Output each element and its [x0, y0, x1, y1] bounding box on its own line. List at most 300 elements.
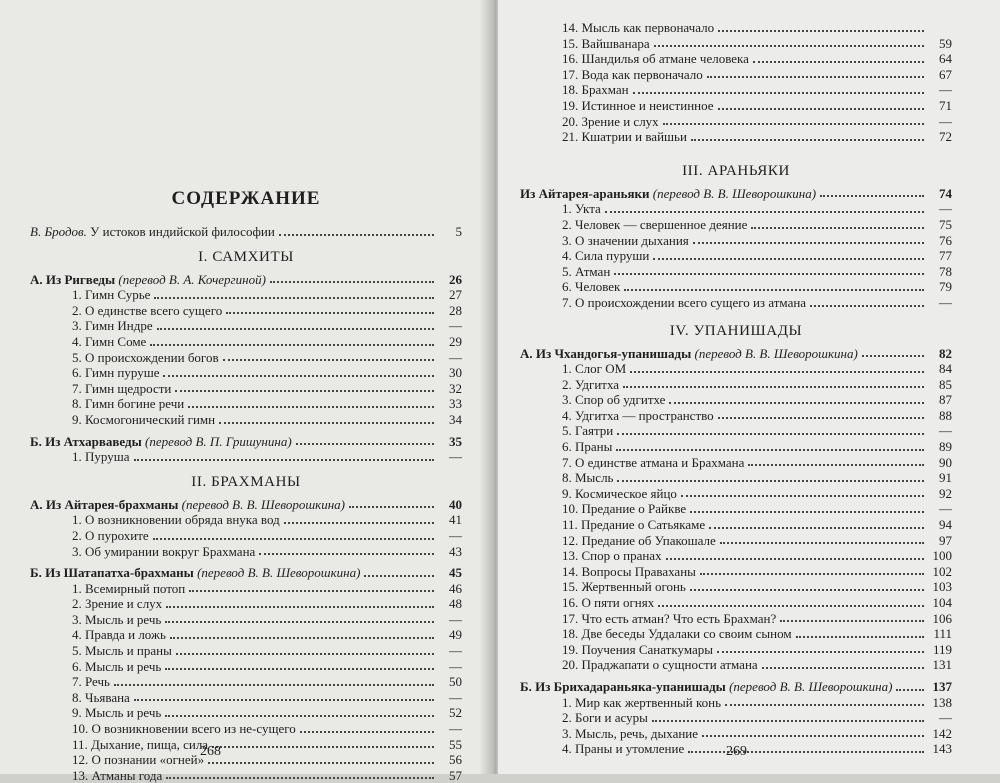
toc-item: [30, 528, 462, 544]
page-number: 104: [932, 595, 952, 610]
toc-item: [520, 501, 952, 517]
dot-leader: [690, 511, 924, 513]
toc-item: [520, 36, 952, 52]
toc-item-label: 1. Гимн Сурье: [72, 287, 151, 303]
toc-item-label: 5. Гаятри: [562, 423, 614, 439]
page-number: 59: [939, 35, 952, 51]
left-page: [0, 0, 490, 783]
toc-item: [30, 643, 462, 659]
toc-item-label: 5. О происхождении богов: [72, 349, 219, 365]
toc-item-label: 9. Мысль и речь: [72, 705, 162, 721]
dot-leader: [165, 668, 434, 670]
page-number: 28: [449, 302, 462, 318]
intro-title: У истоков индийской философии: [90, 224, 275, 239]
translator-note: (перевод В. В. Шеворошкина): [181, 496, 346, 512]
toc-item: [520, 51, 952, 67]
page-number: 67: [939, 66, 952, 82]
page-number: 26: [449, 271, 462, 287]
dot-leader: [780, 620, 924, 622]
page-number: 29: [449, 333, 462, 349]
page-number: 142: [932, 725, 952, 741]
toc-item-label: 20. Зрение и слух: [562, 113, 659, 129]
toc-item-label: 17. Что есть атман? Что есть Брахман?: [562, 610, 777, 626]
section-label: А. Из Айтарея-брахманы: [30, 496, 179, 512]
page-number: 89: [939, 439, 952, 455]
toc-item-label: 6. Человек: [562, 279, 621, 295]
toc-item: [30, 596, 462, 612]
toc-item-label: 2. Удгитха: [562, 376, 620, 392]
toc-item-label: 1. Слог ОМ: [562, 361, 627, 377]
page-number: 87: [939, 392, 952, 408]
toc-item-label: 3. Об умирании вокруг Брахмана: [72, 543, 256, 559]
toc-item: [520, 548, 952, 564]
toc-item: [520, 129, 952, 145]
dot-leader: [688, 751, 924, 753]
dot-leader: [270, 281, 434, 283]
translator-note: (перевод В. В. Шеворошкина): [652, 185, 817, 201]
toc-item-label: 1. О возникновении обряда внука вод: [72, 512, 280, 528]
toc-item-label: 9. Космическое яйцо: [562, 485, 677, 501]
toc-item: [520, 657, 952, 673]
toc-item-label: 19. Поучения Санаткумары: [562, 641, 713, 657]
dot-leader: [653, 258, 924, 260]
toc-item: [30, 512, 462, 528]
page-number: —: [939, 201, 952, 217]
toc-item: [520, 626, 952, 642]
page-number: —: [449, 721, 462, 737]
page-number: 56: [449, 752, 462, 768]
toc-item: [30, 768, 462, 783]
dot-leader: [720, 542, 924, 544]
section-shatapatha-brahmana: [30, 565, 462, 581]
toc-item-label: 4. Праны и утомление: [562, 741, 685, 757]
toc-item-label: 4. Гимн Соме: [72, 333, 147, 349]
toc-item-label: 3. Гимн Индре: [72, 318, 153, 334]
dot-leader: [691, 139, 924, 141]
toc-item: [520, 248, 952, 264]
dot-leader: [349, 506, 434, 508]
toc-item: [520, 611, 952, 627]
toc-item-label: 11. Предание о Сатьякаме: [562, 517, 706, 533]
dot-leader: [114, 684, 434, 686]
toc-item: [520, 67, 952, 83]
toc-entry-intro: [30, 224, 462, 240]
page-number: 94: [939, 517, 952, 533]
toc-item-label: 1. Всемирный потоп: [72, 580, 186, 596]
toc-item: [30, 350, 462, 366]
page-number: 91: [939, 470, 952, 486]
toc-item-label: 6. Праны: [562, 439, 613, 455]
dot-leader: [762, 667, 924, 669]
translator-note: (перевод В. В. Шеворошкина): [729, 678, 893, 694]
page-number: —: [449, 318, 462, 334]
toc-item-label: 8. Мысль: [562, 470, 614, 486]
toc-item: [520, 233, 952, 249]
toc-item-label: 7. О происхождении всего сущего из атмана: [562, 294, 807, 310]
toc-item: [520, 710, 952, 726]
page-number: 55: [449, 736, 462, 752]
toc-item: [30, 318, 462, 334]
toc-item-label: 18. Брахман: [562, 82, 629, 98]
toc-item: [30, 612, 462, 628]
page-number: 90: [939, 454, 952, 470]
toc-item: [520, 470, 952, 486]
dot-leader: [605, 211, 924, 213]
dot-leader: [614, 273, 924, 275]
toc-item: [520, 564, 952, 580]
toc-item: [520, 201, 952, 217]
page-number: —: [939, 82, 952, 98]
dot-leader: [163, 375, 434, 377]
section-atharvaveda: [30, 434, 462, 450]
toc-item: [30, 752, 462, 768]
dot-leader: [165, 715, 434, 717]
dot-leader: [681, 495, 924, 497]
toc-item: [520, 642, 952, 658]
page-number: 45: [449, 565, 462, 581]
dot-leader: [189, 590, 434, 592]
dot-leader: [176, 653, 434, 655]
toc-item-label: 10. Предание о Райкве: [562, 501, 687, 517]
dot-leader: [693, 242, 924, 244]
dot-leader: [630, 371, 924, 373]
page-folio: 269: [726, 744, 747, 759]
page-number: 5: [455, 224, 462, 239]
dot-leader: [188, 406, 434, 408]
toc-item-label: 4. Сила пуруши: [562, 248, 650, 264]
dot-leader: [364, 575, 434, 577]
dot-leader: [279, 234, 434, 236]
page-number: 102: [932, 563, 952, 579]
toc-item: [520, 361, 952, 377]
toc-item-label: 16. О пяти огнях: [562, 595, 655, 610]
toc-item: [30, 705, 462, 721]
dot-leader: [212, 746, 434, 748]
page-number: 64: [939, 51, 952, 67]
dot-leader: [175, 390, 434, 392]
page-number: 50: [449, 674, 462, 690]
toc-item: [30, 690, 462, 706]
page-number: 48: [449, 596, 462, 612]
toc-item-label: 4. Удгитха — пространство: [562, 407, 714, 423]
toc-item: [520, 726, 952, 742]
dot-leader: [134, 699, 434, 701]
translator-note: (перевод В. В. Шеворошкина): [197, 565, 361, 581]
toc-item-label: 19. Истинное и неистинное: [562, 97, 714, 113]
dot-leader: [153, 538, 434, 540]
dot-leader: [300, 731, 434, 733]
dot-leader: [623, 386, 924, 388]
dot-leader: [154, 297, 434, 299]
dot-leader: [165, 621, 434, 623]
part-heading-aranyaki: III. АРАНЬЯКИ: [682, 162, 790, 179]
dot-leader: [709, 527, 924, 529]
page-number: —: [939, 501, 952, 517]
toc-item: [30, 334, 462, 350]
page-number: —: [449, 349, 462, 365]
toc-item: [520, 439, 952, 455]
toc-item-label: 7. Гимн щедрости: [72, 380, 172, 396]
section-chhandogya: [520, 346, 952, 362]
page-number: —: [449, 527, 462, 543]
page-number: 143: [932, 741, 952, 757]
dot-leader: [718, 417, 924, 419]
toc-item-label: 3. Спор об удгитхе: [562, 392, 666, 408]
page-number: 119: [932, 641, 952, 657]
page-number: 84: [939, 361, 952, 377]
page-number: 138: [932, 694, 952, 710]
page-number: 82: [939, 345, 952, 361]
toc-item-label: 14. Вопросы Праваханы: [562, 563, 696, 579]
page-number: 49: [449, 627, 462, 643]
dot-leader: [751, 227, 924, 229]
page-number: 92: [939, 485, 952, 501]
toc-item-label: 8. Чьявана: [72, 689, 130, 705]
toc-item-label: 2. О единстве всего сущего: [72, 302, 223, 318]
toc-item: [520, 20, 952, 36]
toc-item-label: 15. Вайшванара: [562, 35, 650, 51]
toc-item: [30, 381, 462, 397]
toc-item: [30, 365, 462, 381]
toc-item: [520, 533, 952, 549]
page-number: 77: [939, 248, 952, 264]
dot-leader: [150, 344, 434, 346]
toc-item: [520, 217, 952, 233]
toc-item: [30, 721, 462, 737]
toc-item-label: 1. Мир как жертвенный конь: [562, 694, 722, 710]
dot-leader: [617, 480, 924, 482]
dot-leader: [617, 433, 924, 435]
toc-item: [520, 264, 952, 280]
dot-leader: [166, 606, 434, 608]
page-number: 103: [932, 579, 952, 595]
page-number: 97: [939, 532, 952, 548]
toc-item-label: 13. Атманы года: [72, 767, 163, 783]
page-number: 34: [449, 411, 462, 427]
section-label: Б. Из Брихадараньяка-упанишады: [520, 678, 726, 694]
page-number: —: [449, 643, 462, 659]
toc-item: [520, 695, 952, 711]
dot-leader: [633, 92, 924, 94]
toc-item: [520, 392, 952, 408]
page-number: 30: [449, 365, 462, 381]
page-number: 75: [939, 216, 952, 232]
toc-item: [520, 279, 952, 295]
page-number: 76: [939, 232, 952, 248]
translator-note: (перевод В. П. Гришунина): [144, 433, 292, 449]
toc-item: [30, 287, 462, 303]
toc-item-label: 14. Мысль как первоначало: [562, 20, 715, 35]
toc-item-label: 13. Спор о пранах: [562, 548, 662, 564]
page-number: 33: [449, 396, 462, 412]
dot-leader: [284, 522, 434, 524]
toc-item-label: 6. Гимн пуруше: [72, 365, 160, 381]
toc-item-label: 9. Космогонический гимн: [72, 411, 216, 427]
dot-leader: [170, 637, 434, 639]
dot-leader: [134, 459, 435, 461]
toc-item-label: 1. Пуруша: [72, 449, 130, 465]
toc-item: [30, 737, 462, 753]
toc-item: [30, 412, 462, 428]
toc-item-label: 4. Правда и ложь: [72, 627, 166, 643]
page-number: 111: [933, 626, 952, 642]
page-number: 131: [932, 657, 952, 673]
page-number: 78: [939, 263, 952, 279]
toc-item: [520, 114, 952, 130]
dot-leader: [666, 558, 924, 560]
page-number: 41: [449, 512, 462, 528]
page-number: —: [939, 423, 952, 439]
toc-item: [30, 303, 462, 319]
toc-item-label: 16. Шандилья об атмане человека: [562, 51, 749, 67]
toc-item: [520, 295, 952, 311]
toc-item: [520, 517, 952, 533]
toc-item: [520, 595, 952, 611]
dot-leader: [654, 45, 924, 47]
translator-note: (перевод В. В. Шеворошкина): [694, 345, 858, 361]
part-heading-brahmany: II. БРАХМАНЫ: [191, 473, 301, 490]
toc-item-label: 17. Вода как первоначало: [562, 66, 703, 82]
page-folio: 268: [200, 744, 221, 759]
page-number: 35: [449, 433, 462, 449]
dot-leader: [208, 762, 434, 764]
page-number: —: [449, 658, 462, 674]
toc-item: [30, 674, 462, 690]
toc-item-label: 12. Предание об Упакошале: [562, 532, 716, 548]
toc-item-label: 7. О единстве атмана и Брахмана: [562, 454, 745, 470]
toc-item: [520, 486, 952, 502]
toc-item-label: 2. Человек — свершенное деяние: [562, 216, 748, 232]
dot-leader: [810, 305, 924, 307]
page-number: 40: [449, 496, 462, 512]
page-number: —: [939, 710, 952, 726]
toc-item-label: 2. Зрение и слух: [72, 596, 163, 612]
dot-leader: [226, 312, 434, 314]
dot-leader: [718, 108, 924, 110]
dot-leader: [820, 195, 924, 197]
page-number: 106: [932, 610, 952, 626]
toc-item-label: 6. Мысль и речь: [72, 658, 162, 674]
toc-item-label: 21. Кшатрии и вайшьи: [562, 129, 687, 145]
page-number: —: [449, 689, 462, 705]
toc-item: [520, 98, 952, 114]
dot-leader: [652, 720, 924, 722]
toc-item-label: 2. Боги и асуры: [562, 710, 648, 726]
toc-item-label: 10. О возникновении всего из не-сущего: [72, 721, 296, 737]
page-number: —: [939, 113, 952, 129]
page-number: —: [939, 294, 952, 310]
dot-leader: [725, 704, 924, 706]
dot-leader: [616, 449, 924, 451]
toc-item-label: 20. Праджапати о сущности атмана: [562, 657, 758, 673]
section-brihadaranyaka: [520, 679, 952, 695]
section-label: Из Айтарея-араньяки: [520, 185, 650, 201]
toc-item-label: 1. Укта: [562, 201, 601, 217]
toc-item-label: 5. Атман: [562, 263, 611, 279]
toc-item: [520, 82, 952, 98]
right-page: [498, 0, 1000, 774]
dot-leader: [748, 464, 924, 466]
section-rigveda: [30, 272, 462, 288]
toc-item: [520, 579, 952, 595]
page-number: 100: [932, 548, 952, 564]
part-heading-upanishady: IV. УПАНИШАДЫ: [669, 322, 803, 339]
section-label: Б. Из Шатапатха-брахманы: [30, 565, 194, 581]
intro-author: В. Бродов.: [30, 224, 87, 239]
page-number: 137: [932, 678, 952, 694]
toc-item-label: 12. О познании «огней»: [72, 752, 205, 768]
dot-leader: [219, 422, 434, 424]
toc-item: [520, 455, 952, 471]
toc-item: [30, 544, 462, 560]
page-number: 52: [449, 705, 462, 721]
section-label: А. Из Чхандогья-упанишады: [520, 345, 692, 361]
dot-leader: [796, 636, 924, 638]
translator-note: (перевод В. А. Кочергиной): [118, 271, 266, 287]
dot-leader: [259, 553, 434, 555]
section-label: Б. Из Атхарваведы: [30, 433, 142, 449]
page-number: 88: [939, 407, 952, 423]
section-aitareya-aranyaka: [520, 186, 952, 202]
dot-leader: [157, 328, 434, 330]
dot-leader: [707, 76, 924, 78]
page-number: 46: [449, 580, 462, 596]
page-number: 71: [939, 97, 952, 113]
toc-item-label: 3. Мысль, речь, дыхание: [562, 725, 699, 741]
dot-leader: [702, 735, 924, 737]
page-number: 72: [939, 129, 952, 145]
page-number: 43: [449, 543, 462, 559]
toc-item: [520, 377, 952, 393]
dot-leader: [669, 402, 924, 404]
dot-leader: [896, 689, 924, 691]
page-number: —: [449, 449, 462, 465]
dot-leader: [166, 777, 434, 779]
toc-item: [520, 423, 952, 439]
toc-item-label: 7. Речь: [72, 674, 110, 690]
section-label: А. Из Ригведы: [30, 271, 116, 287]
page-number: 74: [939, 185, 952, 201]
dot-leader: [718, 30, 924, 32]
page-number: 27: [449, 287, 462, 303]
dot-leader: [658, 605, 924, 607]
toc-item-label: 3. О значении дыхания: [562, 232, 689, 248]
dot-leader: [690, 589, 924, 591]
toc-item-label: 18. Две беседы Уддалаки со своим сыном: [562, 626, 792, 642]
toc-item: [520, 408, 952, 424]
page-number: —: [449, 611, 462, 627]
toc-item-label: 15. Жертвенный огонь: [562, 579, 686, 595]
page-number: 32: [449, 380, 462, 396]
dot-leader: [700, 573, 924, 575]
page-title: СОДЕРЖАНИЕ: [171, 188, 321, 209]
dot-leader: [624, 289, 924, 291]
page-number: 57: [449, 767, 462, 783]
toc-item: [30, 581, 462, 597]
dot-leader: [862, 355, 924, 357]
part-heading-samhity: I. САМХИТЫ: [198, 248, 294, 265]
toc-item: [30, 396, 462, 412]
toc-item-label: 5. Мысль и праны: [72, 643, 172, 659]
toc-item-label: 8. Гимн богине речи: [72, 396, 185, 412]
dot-leader: [717, 651, 924, 653]
dot-leader: [223, 359, 434, 361]
toc-item-label: 2. О пурохите: [72, 527, 149, 543]
page-number: 79: [939, 279, 952, 295]
toc-item: [30, 659, 462, 675]
dot-leader: [663, 123, 924, 125]
toc-item-label: 11. Дыхание, пища, сила: [72, 736, 209, 752]
